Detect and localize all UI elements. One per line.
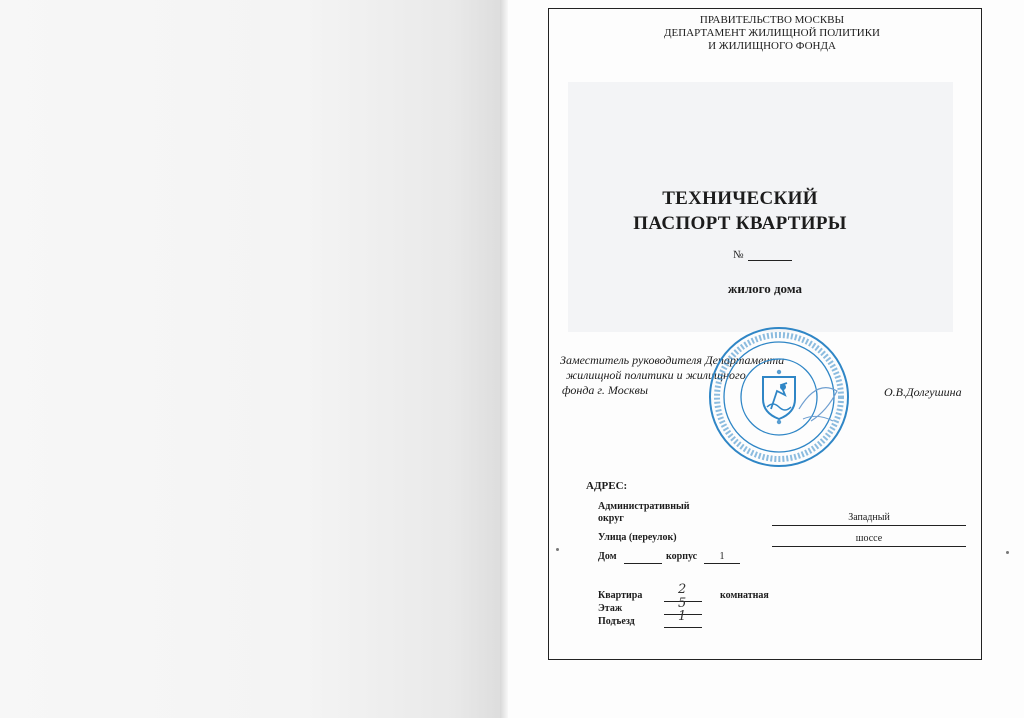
header-line-government: ПРАВИТЕЛЬСТВО МОСКВЫ xyxy=(699,14,845,26)
header-line-department: ДЕПАРТАМЕНТ ЖИЛИЩНОЙ ПОЛИТИКИ xyxy=(664,27,880,39)
street-label: Улица (переулок) xyxy=(598,532,677,543)
left-blank-page xyxy=(0,0,505,718)
title-line-1: ТЕХНИЧЕСКИЙ xyxy=(662,188,818,209)
address-heading: АДРЕС: xyxy=(586,480,628,492)
signatory-position-line-3: фонда г. Москвы xyxy=(562,383,649,397)
entrance-field xyxy=(664,609,702,628)
house-label: Дом xyxy=(598,551,617,562)
korpus-label: корпус xyxy=(666,551,698,562)
paper-speck xyxy=(1006,551,1009,554)
district-label-line-2: округ xyxy=(598,513,624,524)
issuer-header xyxy=(620,14,924,53)
floor-handwritten-value: 5 xyxy=(678,596,687,611)
document-subtitle: жилого дома xyxy=(727,281,803,296)
signatory-position-line-2: жилищной политики и жилищного xyxy=(566,368,746,382)
floor-label: Этаж xyxy=(598,603,623,614)
passport-number-row xyxy=(733,249,792,261)
entrance-handwritten-value: 1 xyxy=(678,609,687,624)
apartment-label: Квартира xyxy=(598,590,643,601)
korpus-field: 1 xyxy=(704,551,740,564)
rooms-handwritten-value: 2 xyxy=(678,582,687,597)
document-title xyxy=(590,186,890,236)
house-field xyxy=(624,551,662,564)
header-line-fund: И ЖИЛИЩНОГО ФОНДА xyxy=(708,40,836,52)
signatory-name: О.В.Долгушина xyxy=(884,385,962,399)
district-label xyxy=(598,501,690,525)
rooms-suffix-label: комнатная xyxy=(720,590,769,601)
title-line-2: ПАСПОРТ КВАРТИРЫ xyxy=(633,213,847,234)
entrance-label: Подъезд xyxy=(598,616,635,627)
paper-speck xyxy=(556,548,559,551)
number-blank-line xyxy=(748,250,792,261)
street-field: шоссе xyxy=(772,533,966,547)
district-label-line-1: Административный xyxy=(598,501,690,512)
district-field: Западный xyxy=(772,512,966,526)
signatory-position-line-1: Заместитель руководителя Департамента xyxy=(560,353,785,367)
number-label: № xyxy=(733,249,744,261)
official-seal-stamp xyxy=(707,325,851,469)
